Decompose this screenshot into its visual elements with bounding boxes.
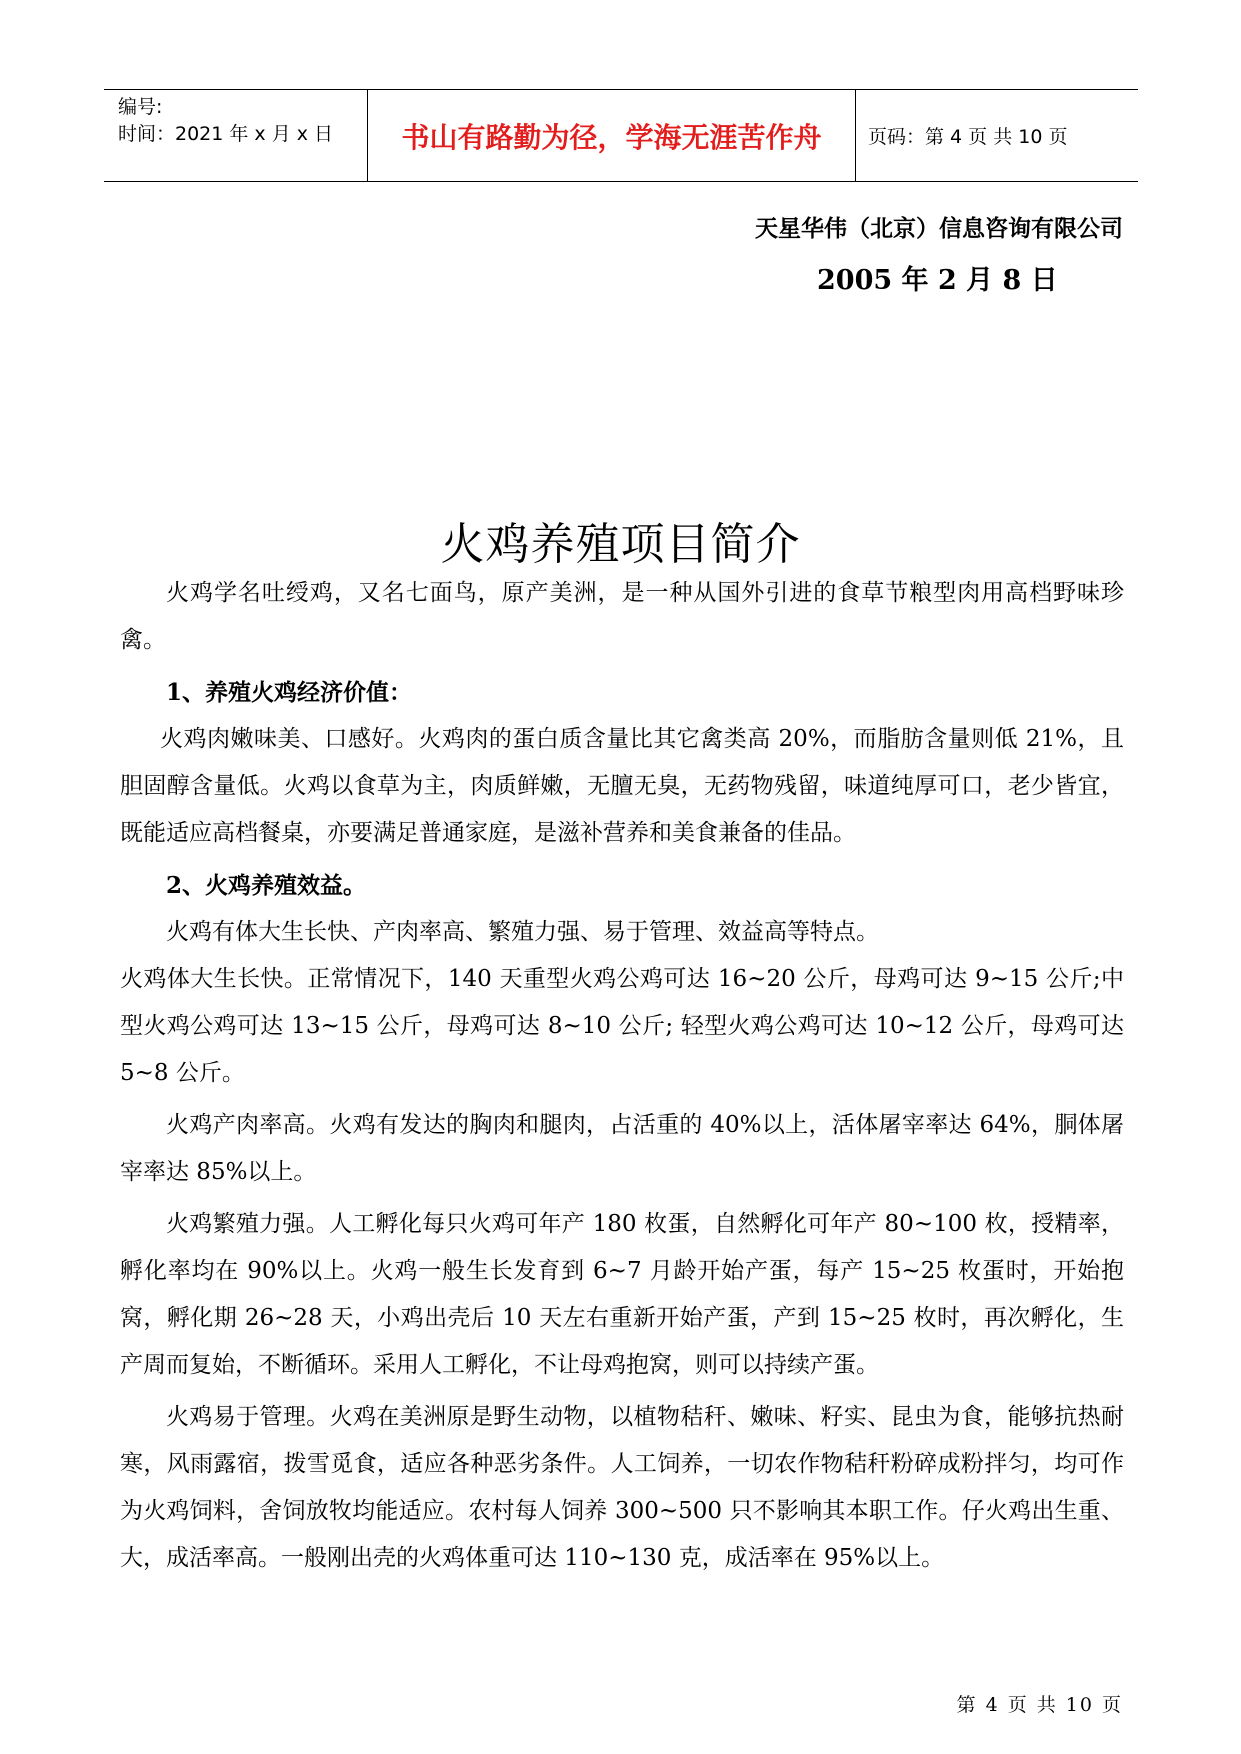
paragraph-management: 火鸡易于管理。火鸡在美洲原是野生动物，以植物秸秆、嫩味、籽实、昆虫为食，能够抗热耐寒，风雨露宿，拨雪觅食，适应各种恶劣条件。人工饲养，一切农作物秸秆粉碎成粉拌匀，均可作为火鸡饲料，舍饲放牧均能适应。农村每人饲养 300~500 只不影响其本职工作。仔火鸡出生重、大，成活率高。一般刚出壳的火鸡体重可达 110~130 克，成活率在 95%以上。 <box>120 1404 1124 1571</box>
motto: 书山有路勤为径，学海无涯苦作舟 <box>368 90 856 181</box>
paragraph-meat-yield: 火鸡产肉率高。火鸡有发达的胸肉和腿肉，占活重的 40%以上，活体屠宰率达 64%，胴体屠宰率达 85%以上。 <box>120 1112 1124 1185</box>
section-heading-1: 1、养殖火鸡经济价值： <box>166 679 413 706</box>
time-label: 时间：2021 年 x 月 x 日 <box>118 123 334 145</box>
page-title: 火鸡养殖项目简介 <box>440 519 801 570</box>
paragraph-economic-value: 火鸡肉嫩味美、口感好。火鸡肉的蛋白质含量比其它禽类高 20%，而脂肪含量则低 21%，且胆固醇含量低。火鸡以食草为主，肉质鲜嫩，无膻无臭，无药物残留，味道纯厚可口，老少皆宜，既能适应高档餐桌，亦要满足普通家庭，是滋补营养和美食兼备的佳品。 <box>120 726 1124 846</box>
document-date: 2005 年 2 月 8 日 <box>817 265 1058 296</box>
paragraph-growth: 火鸡体大生长快。正常情况下，140 天重型火鸡公鸡可达 16~20 公斤，母鸡可达 9~15 公斤;中型火鸡公鸡可达 13~15 公斤，母鸡可达 8~10 公斤; 轻型火鸡公鸡可达 10~12 公斤，母鸡可达 5~8 公斤。 <box>120 966 1124 1086</box>
number-label: 编号: <box>118 96 163 118</box>
paragraph-features: 火鸡有体大生长快、产肉率高、繁殖力强、易于管理、效益高等特点。 <box>166 919 879 945</box>
page-info: 页码：第 4 页 共 10 页 <box>868 126 1068 148</box>
section-heading-2: 2、火鸡养殖效益。 <box>166 872 367 899</box>
paragraph-intro: 火鸡学名吐绶鸡，又名七面鸟，原产美洲，是一种从国外引进的食草节粮型肉用高档野味珍禽。 <box>120 580 1124 653</box>
header-table <box>104 89 1138 182</box>
company-name: 天星华伟（北京）信息咨询有限公司 <box>755 216 1123 242</box>
page-footer: 第 4 页 共 10 页 <box>956 1694 1123 1716</box>
header-meta-cell <box>104 90 368 181</box>
document-body <box>120 570 1124 1582</box>
paragraph-reproduction: 火鸡繁殖力强。人工孵化每只火鸡可年产 180 枚蛋，自然孵化可年产 80~100 枚，授精率，孵化率均在 90%以上。火鸡一般生长发育到 6~7 月龄开始产蛋，每产 15~25 枚蛋时，开始抱窝，孵化期 26~28 天，小鸡出壳后 10 天左右重新开始产蛋，产到 15~25 枚时，再次孵化，生产周而复始，不断循环。采用人工孵化，不让母鸡抱窝，则可以持续产蛋。 <box>120 1211 1124 1378</box>
